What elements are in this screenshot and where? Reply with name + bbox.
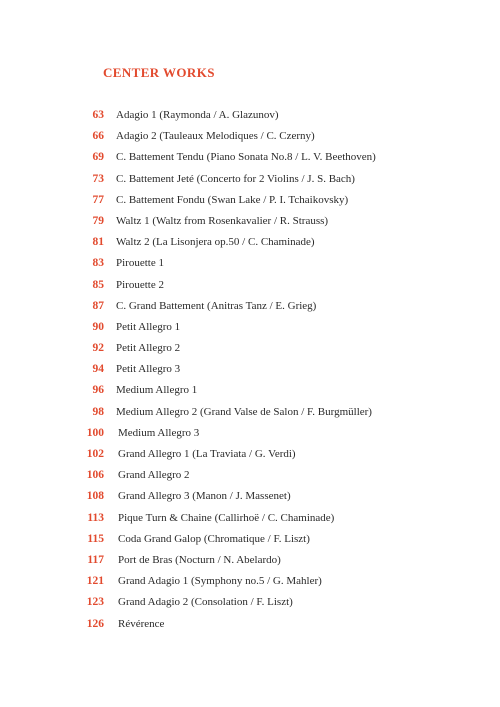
toc-page-number: 113 [87, 511, 104, 524]
toc-entry [0, 571, 500, 592]
toc-entry-title: Medium Allegro 2 (Grand Valse de Salon / F. Burgmüller) [116, 405, 372, 418]
toc-entry-title: Révérence [118, 617, 165, 630]
toc-entry-title: Waltz 2 (La Lisonjera op.50 / C. Chaminade) [116, 236, 315, 249]
toc-entry [0, 465, 500, 486]
toc-entry [0, 423, 500, 444]
toc-page-number: 66 [92, 130, 104, 143]
section-title: CENTER WORKS [103, 65, 215, 80]
toc-entry [0, 296, 500, 317]
toc-page-number: 123 [86, 596, 104, 609]
toc-page-number: 108 [86, 490, 104, 503]
toc-entry [0, 508, 500, 529]
toc-entry [0, 550, 500, 571]
toc-entry [0, 232, 500, 253]
toc-entry [0, 380, 500, 401]
toc-entry-title: C. Battement Jeté (Concerto for 2 Violins / J. S. Bach) [116, 172, 355, 185]
toc-entry [0, 211, 500, 232]
toc-page-number: 96 [92, 384, 104, 397]
toc-entry-title: C. Grand Battement (Anitras Tanz / E. Grieg) [116, 299, 317, 312]
toc-entry-title: Waltz 1 (Waltz from Rosenkavalier / R. Strauss) [116, 214, 329, 227]
toc-page-number: 115 [87, 532, 104, 545]
toc-entry-title: Grand Allegro 1 (La Traviata / G. Verdi) [118, 448, 296, 460]
toc-page-number: 102 [86, 448, 104, 460]
toc-entry [0, 253, 500, 274]
toc-page-number: 121 [86, 575, 104, 588]
toc-page-number: 126 [86, 617, 104, 630]
toc-entry [0, 126, 500, 147]
toc-entry-title: Medium Allegro 1 [116, 384, 198, 397]
toc-entry [0, 147, 500, 168]
toc-entry-title: Grand Allegro 3 (Manon / J. Massenet) [118, 490, 291, 503]
toc-page-number: 73 [92, 172, 104, 185]
toc-entry [0, 359, 500, 380]
toc-entry [0, 592, 500, 613]
toc-page-number: 98 [92, 405, 104, 418]
toc-entry-title: Pique Turn & Chaine (Callirhoë / C. Chaminade) [118, 511, 335, 524]
toc-entry [0, 105, 500, 126]
toc-page-number: 69 [92, 151, 104, 164]
toc-entry-title: C. Battement Fondu (Swan Lake / P. I. Tchaikovsky) [116, 193, 349, 206]
toc-page-number: 106 [86, 469, 104, 482]
toc-page-number: 63 [92, 109, 104, 121]
toc-page-number: 94 [92, 363, 104, 376]
toc-entry-title: Pirouette 1 [116, 257, 164, 270]
toc-page-number: 77 [92, 193, 104, 206]
toc-page-number: 85 [92, 278, 104, 291]
toc-entry-title: Grand Adagio 2 (Consolation / F. Liszt) [118, 596, 293, 609]
toc-page-number: 92 [92, 342, 104, 355]
toc-entry-title: Port de Bras (Nocturn / N. Abelardo) [118, 553, 281, 566]
toc-entry-title: Petit Allegro 3 [116, 363, 181, 376]
toc-entry-title: Grand Allegro 2 [118, 469, 190, 482]
toc-entry-title: Coda Grand Galop (Chromatique / F. Liszt) [118, 532, 310, 545]
toc-page-number: 117 [87, 553, 104, 566]
toc-page-number: 79 [92, 214, 104, 227]
toc-entry [0, 169, 500, 190]
toc-page-number: 90 [92, 320, 104, 333]
toc-entry-title: Petit Allegro 2 [116, 342, 181, 355]
toc-entry [0, 190, 500, 211]
toc-list [0, 105, 500, 635]
toc-page-number: 87 [92, 299, 104, 312]
toc-entry [0, 444, 500, 465]
toc-entry [0, 338, 500, 359]
toc-entry [0, 486, 500, 507]
toc-page-number: 81 [92, 236, 104, 249]
toc-entry-title: Medium Allegro 3 [118, 426, 200, 439]
toc-entry [0, 317, 500, 338]
toc-page-number: 83 [92, 257, 104, 270]
toc-entry [0, 529, 500, 550]
toc-entry-title: Adagio 2 (Tauleaux Melodiques / C. Czerny) [116, 130, 315, 143]
toc-entry-title: C. Battement Tendu (Piano Sonata No.8 / L. V. Beethoven) [116, 151, 376, 164]
toc-entry-title: Grand Adagio 1 (Symphony no.5 / G. Mahler) [118, 575, 322, 588]
toc-entry-title: Petit Allegro 1 [116, 320, 181, 333]
toc-entry-title: Pirouette 2 [116, 278, 164, 291]
toc-entry [0, 402, 500, 423]
toc-page-number: 100 [86, 426, 104, 439]
toc-entry [0, 614, 500, 635]
toc-entry [0, 275, 500, 296]
toc-entry-title: Adagio 1 (Raymonda / A. Glazunov) [116, 109, 279, 121]
